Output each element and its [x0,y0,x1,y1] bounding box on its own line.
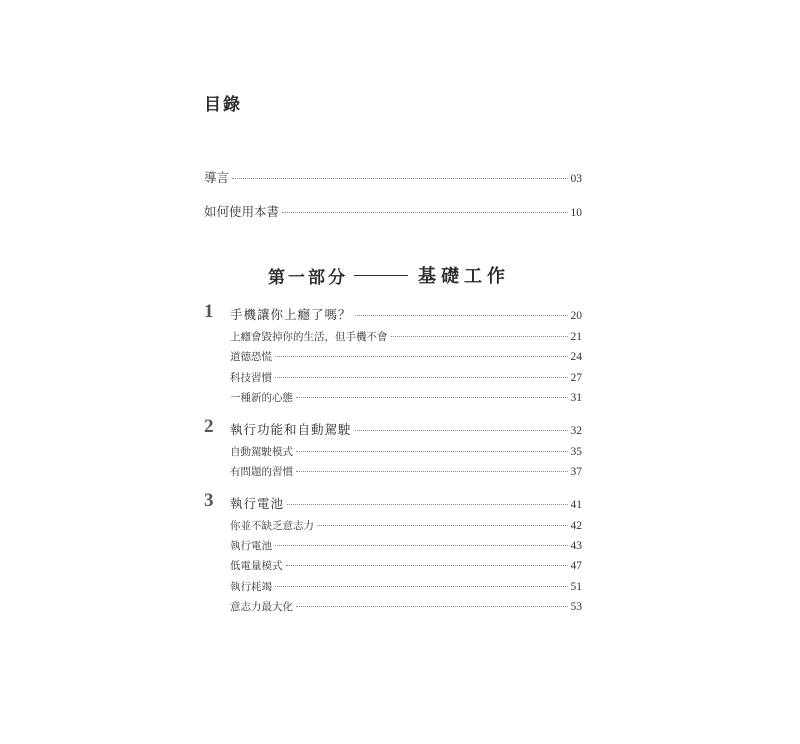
toc-section[interactable] [230,370,582,385]
dot-leader [286,565,568,566]
page-number: 37 [570,466,582,478]
part-title: 基礎工作 [418,266,510,287]
page-number: 47 [570,560,582,572]
dot-leader [275,377,568,378]
section-label: 執行電池 [230,540,272,552]
chapter-title: 手機讓你上癮了嗎？ [230,307,352,322]
page-number: 20 [570,310,582,322]
page-number: 32 [570,425,582,437]
page-number: 35 [570,446,582,458]
toc-section[interactable] [230,518,582,533]
section-label: 一種新的心態 [230,392,293,404]
dot-leader [296,397,568,398]
toc-section[interactable] [230,538,582,553]
toc-section[interactable] [230,579,582,594]
page-number: 21 [570,331,582,343]
part-dash [354,275,408,276]
part-heading [268,262,510,288]
section-label: 有問題的習慣 [230,466,293,478]
dot-leader [355,315,568,316]
dot-leader [296,606,568,607]
section-label: 意志力最大化 [230,601,293,613]
dot-leader [287,504,567,505]
dot-leader [282,212,567,213]
page-number: 43 [570,540,582,552]
section-label: 你並不缺乏意志力 [230,520,314,532]
dot-leader [275,545,568,546]
toc-section[interactable] [230,390,582,405]
section-label: 低電量模式 [230,560,283,572]
page-number: 24 [570,351,582,363]
page-number: 51 [570,581,582,593]
section-label: 執行耗竭 [230,581,272,593]
section-label: 上癮會毀掉你的生活，但手機不會 [230,331,388,343]
dot-leader [391,336,568,337]
page-number: 10 [570,207,582,219]
toc-chapter-3[interactable] [230,494,582,512]
chapter-number: 3 [204,490,214,511]
toc-entry-how-to-use[interactable] [204,202,582,220]
toc-entry-introduction[interactable] [204,168,582,186]
page-number: 41 [570,499,582,511]
dot-leader [275,356,568,357]
toc-title: 目錄 [204,95,242,115]
toc-section[interactable] [230,464,582,479]
part-label: 第一部分 [268,267,348,288]
dot-leader [296,451,568,452]
page-number: 03 [570,173,582,185]
toc-section[interactable] [230,349,582,364]
dot-leader [296,471,568,472]
section-label: 科技習慣 [230,372,272,384]
chapter-number: 2 [204,416,214,437]
dot-leader [275,586,568,587]
toc-section[interactable] [230,444,582,459]
dot-leader [232,178,567,179]
page-number: 27 [570,372,582,384]
page-number: 42 [570,520,582,532]
chapter-number: 1 [204,301,214,322]
page-number: 53 [570,601,582,613]
entry-label: 如何使用本書 [204,204,280,219]
toc-chapter-2[interactable] [230,420,582,438]
section-label: 自動駕駛模式 [230,446,293,458]
section-label: 道德恐慌 [230,351,272,363]
toc-section[interactable] [230,558,582,573]
toc-section[interactable] [230,329,582,344]
toc-section[interactable] [230,599,582,614]
toc-chapter-1[interactable] [230,305,582,323]
dot-leader [317,525,568,526]
chapter-title: 執行電池 [230,496,285,511]
page-number: 31 [570,392,582,404]
dot-leader [355,430,568,431]
chapter-title: 執行功能和自動駕駛 [230,422,352,437]
entry-label: 導言 [204,170,230,185]
